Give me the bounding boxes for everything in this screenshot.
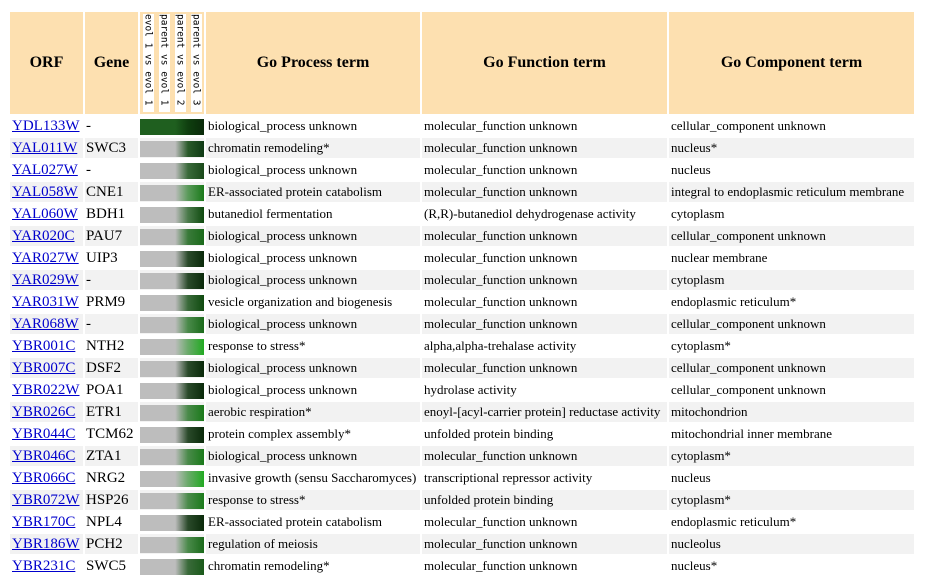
component-term-cell: nucleolus [669, 534, 914, 554]
function-term-cell: enoyl-[acyl-carrier protein] reductase activity [422, 402, 667, 422]
table-row [10, 468, 914, 488]
process-term-cell: protein complex assembly* [208, 426, 351, 441]
table-row [10, 424, 914, 444]
orf-link[interactable]: YBR022W [12, 381, 80, 398]
process-term-cell: biological_process unknown [206, 314, 420, 334]
expression-cell [140, 534, 204, 554]
orf-link[interactable]: YAR027W [12, 249, 79, 266]
process-term-cell: biological_process unknown [206, 270, 420, 290]
component-term-cell: cellular_component unknown [671, 118, 826, 133]
process-term-cell: biological_process unknown [208, 118, 358, 133]
orf-link[interactable]: YBR007C [12, 359, 76, 376]
expression-heatmap [140, 427, 204, 443]
table-row [10, 402, 914, 422]
component-term-cell: nucleus* [669, 138, 914, 158]
orf-cell [10, 248, 83, 268]
component-term-cell: nucleus [671, 470, 711, 485]
gene-cell: DSF2 [85, 358, 138, 378]
expression-heatmap [140, 207, 204, 223]
expression-cell [140, 226, 204, 246]
expression-cell [140, 314, 204, 334]
orf-cell [10, 138, 83, 158]
function-term-cell: unfolded protein binding [424, 426, 554, 441]
orf-link[interactable]: YBR066C [12, 469, 76, 486]
function-term-cell: molecular_function unknown [424, 118, 578, 133]
expression-heatmap [140, 383, 204, 399]
gene-cell: ETR1 [85, 402, 138, 422]
header-orf: ORF [10, 12, 83, 114]
table-row [10, 446, 914, 466]
expression-cell [140, 380, 204, 400]
function-term-cell: hydrolase activity [424, 382, 517, 397]
header-row [10, 12, 914, 114]
condition-label: evol 1 vs evol 1 [143, 14, 154, 112]
table-row [10, 226, 914, 246]
orf-cell [10, 116, 83, 136]
process-term-cell: biological_process unknown [208, 162, 358, 177]
orf-link[interactable]: YAL011W [12, 139, 78, 156]
process-term-cell: butanediol fermentation [208, 206, 333, 221]
orf-link[interactable]: YBR044C [12, 425, 76, 442]
component-term-cell: nuclear membrane [671, 250, 768, 265]
component-term-cell: nucleus [671, 162, 711, 177]
component-term-cell: cytoplasm* [671, 338, 731, 353]
gene-cell: NPL4 [86, 513, 122, 530]
function-term-cell: molecular_function unknown [424, 250, 578, 265]
function-term-cell: molecular_function unknown [422, 138, 667, 158]
expression-heatmap [140, 229, 204, 245]
orf-cell [10, 314, 83, 334]
expression-heatmap [140, 449, 204, 465]
expression-cell [140, 556, 204, 576]
gene-cell: NRG2 [86, 469, 126, 486]
process-term-cell: biological_process unknown [208, 382, 358, 397]
orf-cell [10, 270, 83, 290]
function-term-cell: molecular_function unknown [422, 270, 667, 290]
orf-cell [10, 336, 83, 356]
expression-cell [140, 204, 204, 224]
component-term-cell: cellular_component unknown [669, 314, 914, 334]
table-row [10, 314, 914, 334]
expression-heatmap [140, 295, 204, 311]
table-row [10, 556, 914, 576]
component-term-cell: integral to endoplasmic reticulum membrane [669, 182, 914, 202]
expression-heatmap [140, 163, 204, 179]
table-row [10, 248, 914, 268]
gene-cell: BDH1 [86, 205, 126, 222]
gene-annotation-table [8, 10, 916, 578]
table-row [10, 182, 914, 202]
process-term-cell: aerobic respiration* [206, 402, 420, 422]
gene-cell: NTH2 [86, 337, 125, 354]
header-process: Go Process term [206, 12, 420, 114]
orf-cell [10, 380, 83, 400]
condition-label: parent vs evol 3 [191, 14, 202, 112]
expression-heatmap [140, 559, 204, 575]
orf-link[interactable]: YBR001C [12, 337, 76, 354]
expression-heatmap [140, 185, 204, 201]
expression-cell [140, 336, 204, 356]
orf-link[interactable]: YAR068W [12, 315, 79, 332]
expression-heatmap [140, 251, 204, 267]
process-term-cell: chromatin remodeling* [206, 138, 420, 158]
gene-cell: - [86, 117, 91, 134]
function-term-cell: molecular_function unknown [424, 162, 578, 177]
function-term-cell: molecular_function unknown [422, 358, 667, 378]
orf-cell [10, 556, 83, 576]
expression-cell [140, 424, 204, 444]
table-row [10, 336, 914, 356]
header-function: Go Function term [422, 12, 667, 114]
function-term-cell: molecular_function unknown [424, 514, 578, 529]
orf-link[interactable]: YBR170C [12, 513, 76, 530]
condition-label: parent vs evol 1 [159, 14, 170, 112]
expression-heatmap [140, 361, 204, 377]
orf-cell [10, 182, 83, 202]
expression-cell [140, 512, 204, 532]
gene-cell: PCH2 [85, 534, 138, 554]
gene-cell: CNE1 [85, 182, 138, 202]
component-term-cell: cytoplasm* [669, 446, 914, 466]
function-term-cell: molecular_function unknown [422, 226, 667, 246]
orf-link[interactable]: YAR020C [12, 227, 75, 244]
table-row [10, 116, 914, 136]
expression-heatmap [140, 471, 204, 487]
orf-link[interactable]: YBR046C [12, 447, 76, 464]
function-term-cell: molecular_function unknown [422, 446, 667, 466]
component-term-cell: cellular_component unknown [669, 226, 914, 246]
table-body [10, 116, 914, 576]
gene-cell: SWC5 [86, 557, 127, 574]
orf-link[interactable]: YAL058W [12, 183, 78, 200]
expression-cell [140, 468, 204, 488]
orf-link[interactable]: YAL060W [12, 205, 78, 222]
header-component: Go Component term [669, 12, 914, 114]
orf-cell [10, 446, 83, 466]
process-term-cell: biological_process unknown [208, 250, 358, 265]
component-term-cell: nucleus* [671, 558, 718, 573]
expression-cell [140, 270, 204, 290]
orf-cell [10, 358, 83, 378]
orf-link[interactable]: YDL133W [12, 117, 80, 134]
process-term-cell: ER-associated protein catabolism [208, 514, 383, 529]
process-term-cell: response to stress* [208, 338, 306, 353]
orf-cell [10, 534, 83, 554]
expression-heatmap [140, 405, 204, 421]
expression-cell [140, 182, 204, 202]
function-term-cell: unfolded protein binding [422, 490, 667, 510]
function-term-cell: molecular_function unknown [422, 182, 667, 202]
expression-cell [140, 138, 204, 158]
gene-cell: SWC3 [85, 138, 138, 158]
orf-link[interactable]: YAL027W [12, 161, 78, 178]
orf-cell [10, 424, 83, 444]
component-term-cell: mitochondrion [669, 402, 914, 422]
process-term-cell: invasive growth (sensu Saccharomyces) [208, 470, 417, 485]
orf-cell [10, 204, 83, 224]
table-row [10, 380, 914, 400]
gene-cell: POA1 [86, 381, 124, 398]
orf-link[interactable]: YAR031W [12, 293, 79, 310]
orf-link[interactable]: YBR072W [12, 491, 80, 508]
process-term-cell: chromatin remodeling* [208, 558, 330, 573]
orf-cell [10, 468, 83, 488]
process-term-cell: biological_process unknown [206, 358, 420, 378]
process-term-cell: biological_process unknown [206, 226, 420, 246]
function-term-cell: alpha,alpha-trehalase activity [424, 338, 577, 353]
expression-heatmap [140, 537, 204, 553]
table-row [10, 160, 914, 180]
component-term-cell: cytoplasm [671, 206, 725, 221]
expression-cell [140, 292, 204, 312]
gene-cell: ZTA1 [85, 446, 138, 466]
table-row [10, 512, 914, 532]
process-term-cell: biological_process unknown [206, 446, 420, 466]
orf-cell [10, 160, 83, 180]
expression-heatmap [140, 119, 204, 135]
component-term-cell: endoplasmic reticulum* [671, 294, 797, 309]
function-term-cell: transcriptional repressor activity [424, 470, 593, 485]
expression-heatmap [140, 273, 204, 289]
expression-cell [140, 248, 204, 268]
function-term-cell: molecular_function unknown [422, 314, 667, 334]
expression-heatmap [140, 515, 204, 531]
header-conditions [140, 12, 204, 114]
gene-cell: UIP3 [86, 249, 118, 266]
orf-link[interactable]: YAR029W [12, 271, 79, 288]
gene-cell: PAU7 [85, 226, 138, 246]
process-term-cell: regulation of meiosis [206, 534, 420, 554]
expression-cell [140, 116, 204, 136]
component-term-cell: endoplasmic reticulum* [671, 514, 797, 529]
orf-link[interactable]: YBR026C [12, 403, 76, 420]
orf-cell [10, 402, 83, 422]
gene-cell: - [86, 161, 91, 178]
orf-link[interactable]: YBR186W [12, 535, 80, 552]
component-term-cell: cytoplasm [669, 270, 914, 290]
expression-cell [140, 402, 204, 422]
component-term-cell: cellular_component unknown [671, 382, 826, 397]
gene-cell: HSP26 [85, 490, 138, 510]
orf-cell [10, 490, 83, 510]
process-term-cell: response to stress* [206, 490, 420, 510]
gene-cell: PRM9 [86, 293, 126, 310]
table-row [10, 204, 914, 224]
table-row [10, 490, 914, 510]
process-term-cell: vesicle organization and biogenesis [208, 294, 393, 309]
orf-link[interactable]: YBR231C [12, 557, 76, 574]
component-term-cell: cellular_component unknown [669, 358, 914, 378]
table-row [10, 270, 914, 290]
table-row [10, 358, 914, 378]
condition-label: parent vs evol 2 [175, 14, 186, 112]
function-term-cell: (R,R)-butanediol dehydrogenase activity [424, 206, 636, 221]
expression-cell [140, 160, 204, 180]
table-row [10, 138, 914, 158]
table-row [10, 534, 914, 554]
function-term-cell: molecular_function unknown [424, 294, 578, 309]
expression-heatmap [140, 339, 204, 355]
expression-heatmap [140, 493, 204, 509]
process-term-cell: ER-associated protein catabolism [206, 182, 420, 202]
header-gene: Gene [85, 12, 138, 114]
gene-cell: TCM62 [86, 425, 134, 442]
orf-cell [10, 292, 83, 312]
orf-cell [10, 512, 83, 532]
expression-cell [140, 358, 204, 378]
gene-cell: - [85, 270, 138, 290]
expression-heatmap [140, 317, 204, 333]
function-term-cell: molecular_function unknown [422, 534, 667, 554]
orf-cell [10, 226, 83, 246]
expression-heatmap [140, 141, 204, 157]
component-term-cell: mitochondrial inner membrane [671, 426, 833, 441]
expression-cell [140, 490, 204, 510]
expression-cell [140, 446, 204, 466]
component-term-cell: cytoplasm* [669, 490, 914, 510]
gene-cell: - [85, 314, 138, 334]
table-row [10, 292, 914, 312]
function-term-cell: molecular_function unknown [424, 558, 578, 573]
